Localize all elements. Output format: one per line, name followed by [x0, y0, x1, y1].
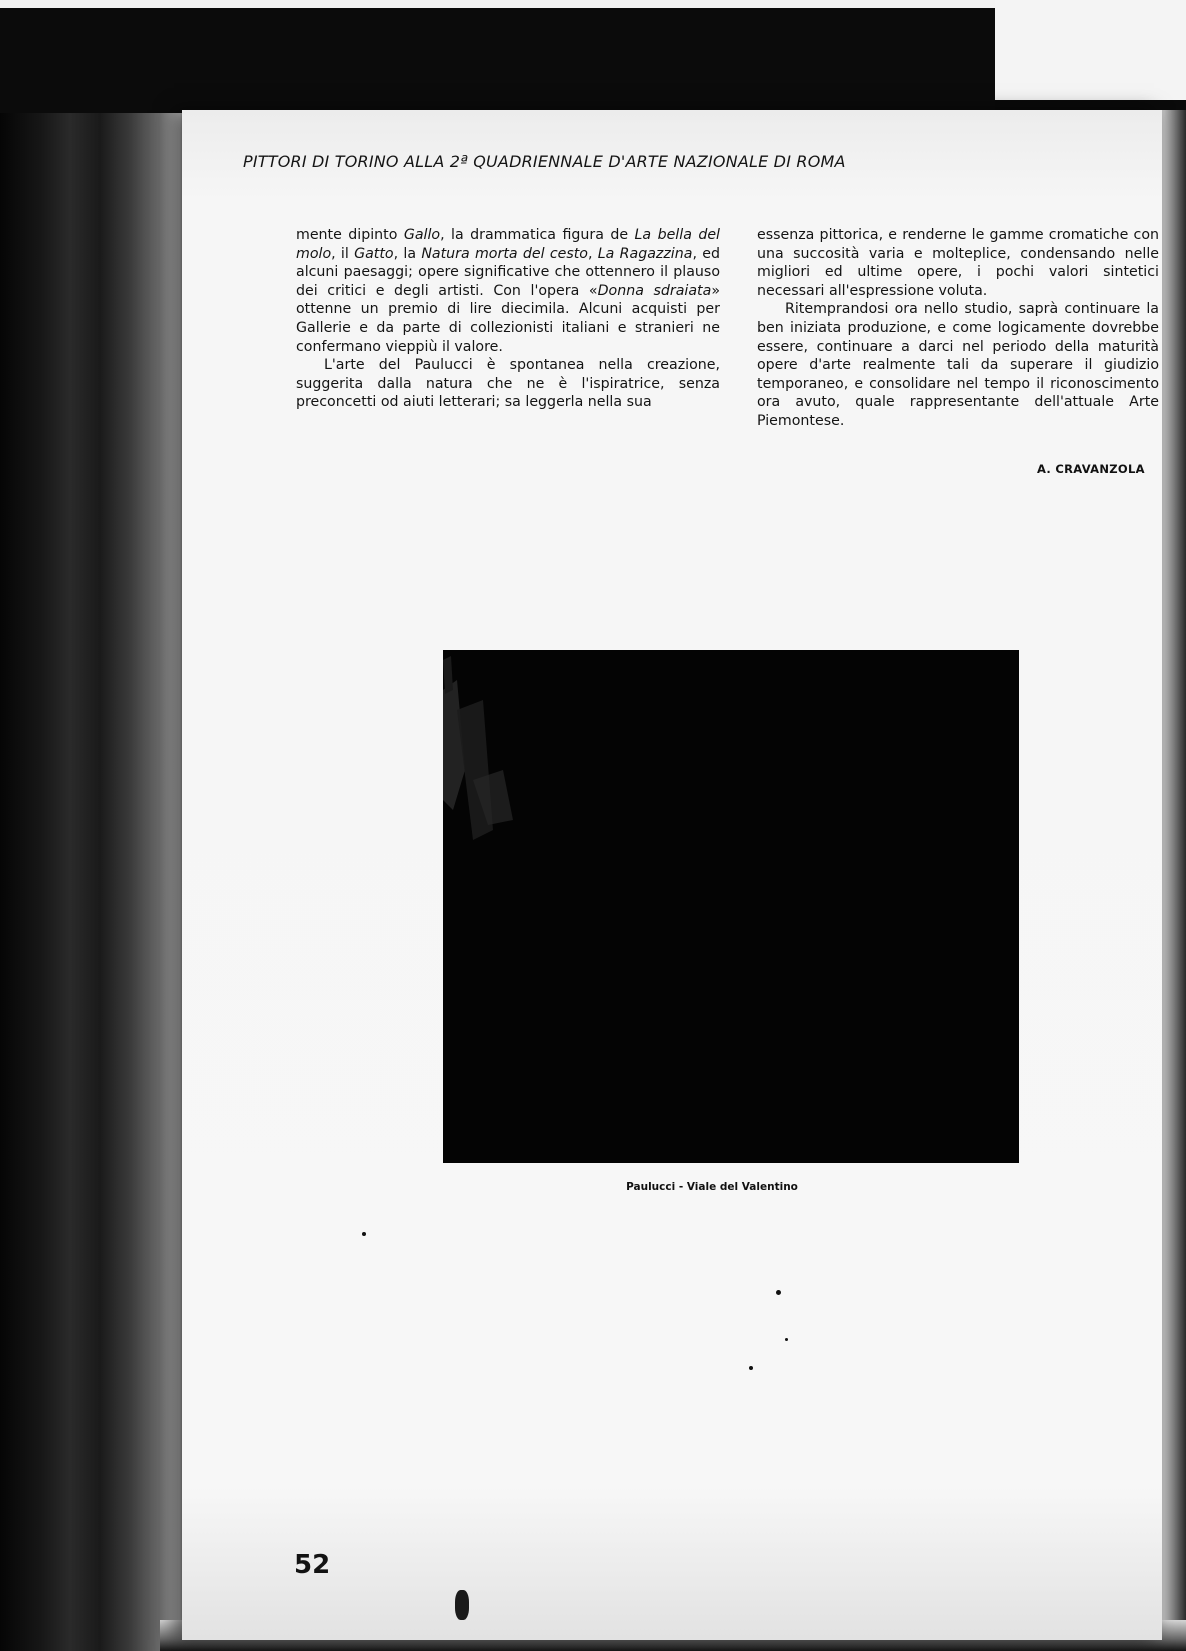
text-run: » ottenne un premio di lire diecimila. Alcuni acquisti per Gallerie e da parte di collezionisti italiani e stranieri ne confermano vieppiù il valore. [296, 282, 721, 355]
left-paragraph-2: L'arte del Paulucci è spontanea nella creazione, suggerita dalla natura che ne è l'ispiratrice, senza preconcetti od aiuti letterari; sa leggerla nella sua [296, 357, 720, 411]
scan-speck [362, 1232, 366, 1236]
painting-reproduction [443, 650, 1019, 1163]
running-header: PITTORI DI TORINO ALLA 2ª QUADRIENNALE D'ARTE NAZIONALE DI ROMA [243, 152, 846, 171]
text-run: La Ragazzina [597, 245, 693, 262]
text-run: , ed alcuni paesaggi; opere significative che ottennero il plauso dei critici e degli artisti. Con l'opera « [296, 245, 720, 299]
right-paragraph-2: Ritemprandosi ora nello studio, saprà continuare la ben iniziata produzione, e come logicamente dovrebbe essere, continuare a darci nel periodo della maturità opere d'arte realmente tali da superare il giudizio temporaneo, e consolidare nel tempo il riconoscimento ora avuto, quale rappresentante dell'attuale Arte Piemontese. [757, 301, 1159, 429]
article-column-left [296, 226, 720, 412]
scan-speck [776, 1290, 781, 1295]
scan-speck [785, 1338, 788, 1341]
text-run: , la drammatica figura de [440, 227, 635, 243]
text-run: , [587, 245, 598, 262]
scan-smudge [455, 1590, 469, 1620]
text-run: Natura morta del cesto [421, 245, 588, 262]
scan-speck [749, 1366, 753, 1370]
scan-top-shadow [0, 8, 995, 113]
text-run: , la [393, 245, 422, 262]
scan-top-right-paper [995, 0, 1186, 100]
painting-image [443, 650, 1019, 1163]
article-column-right [757, 226, 1159, 431]
left-paragraph-1 [296, 226, 720, 356]
right-paragraph-1: essenza pittorica, e renderne le gamme cromatiche con una succosità varia e molteplice, condensando nelle migliori ed ultime opere, i pochi valori sintetici necessari all'espressione voluta. [757, 227, 1159, 299]
text-run: La bella del molo [296, 227, 720, 262]
article-author: A. CRAVANZOLA [1037, 462, 1145, 476]
text-run: mente dipinto [296, 227, 404, 243]
text-run: Donna sdraiata [597, 282, 712, 299]
text-run: Gallo [403, 227, 441, 243]
text-run: Gatto [354, 245, 394, 262]
figure-caption: Paulucci - Viale del Valentino [626, 1181, 798, 1193]
page-number: 52 [294, 1550, 331, 1580]
text-run: , il [331, 245, 355, 262]
